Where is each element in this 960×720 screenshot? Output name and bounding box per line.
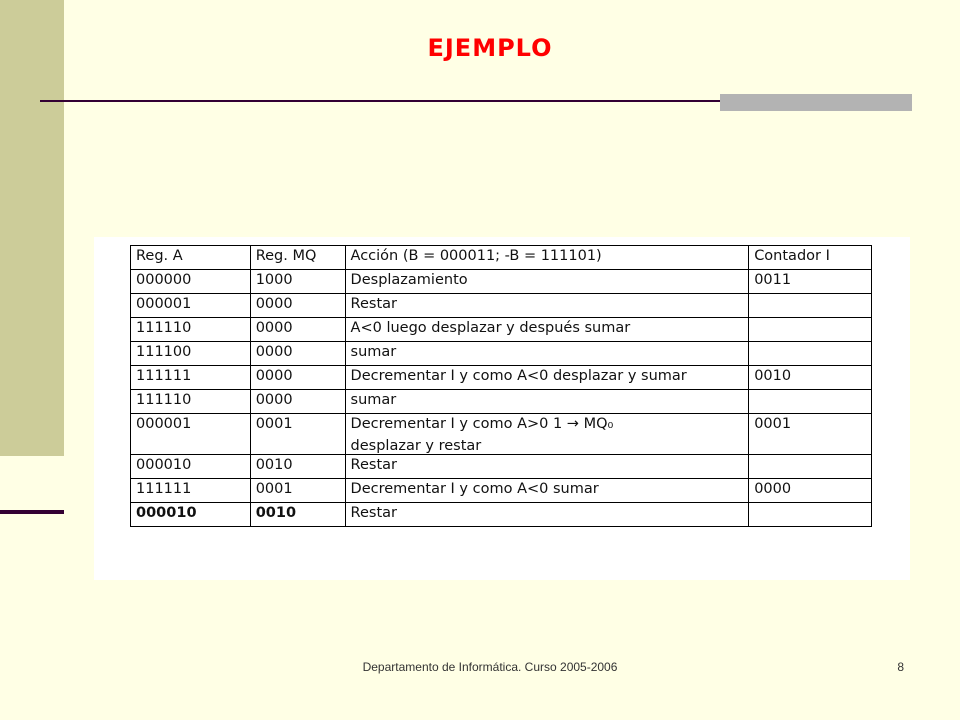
- cell-contador: [749, 294, 872, 318]
- cell-contador: [749, 318, 872, 342]
- header-reg-mq: Reg. MQ: [250, 246, 345, 270]
- table-row: [131, 414, 872, 455]
- cell-reg-a: 111111: [131, 479, 251, 503]
- cell-reg-mq: 0010: [250, 455, 345, 479]
- cell-contador: [749, 390, 872, 414]
- slide-title: EJEMPLO: [427, 34, 553, 62]
- table-row: [131, 318, 872, 342]
- cell-accion: Decrementar I y como A<0 sumar: [345, 479, 749, 503]
- cell-reg-mq: 0000: [250, 366, 345, 390]
- table-header-row: [131, 246, 872, 270]
- cell-accion: Decrementar I y como A<0 desplazar y sumar: [345, 366, 749, 390]
- cell-accion: Restar: [345, 455, 749, 479]
- cell-reg-a: 111100: [131, 342, 251, 366]
- cell-reg-mq: 0001: [250, 479, 345, 503]
- table-row: [131, 479, 872, 503]
- cell-accion-line2: desplazar y restar: [350, 438, 482, 454]
- page-number: 8: [897, 660, 904, 674]
- cell-reg-mq: 0001: [250, 414, 345, 455]
- cell-reg-a: 000001: [131, 294, 251, 318]
- slide-footer: Departamento de Informática. Curso 2005-2006: [362, 660, 618, 674]
- cell-reg-a: 000010: [131, 455, 251, 479]
- cell-accion: Desplazamiento: [345, 270, 749, 294]
- table-image: [94, 237, 910, 580]
- cell-accion: sumar: [345, 390, 749, 414]
- cell-reg-mq: 0000: [250, 318, 345, 342]
- header-reg-a: Reg. A: [131, 246, 251, 270]
- header-contador: Contador I: [749, 246, 872, 270]
- left-accent-line: [0, 510, 64, 514]
- table-row: [131, 390, 872, 414]
- cell-accion: Restar: [345, 503, 749, 527]
- cell-reg-a: 000001: [131, 414, 251, 455]
- left-decorative-bar: [0, 0, 64, 456]
- table-row-result: [131, 503, 872, 527]
- cell-accion: sumar: [345, 342, 749, 366]
- cell-accion: Restar: [345, 294, 749, 318]
- title-divider-accent: [720, 94, 912, 111]
- header-accion: Acción (B = 000011; -B = 111101): [345, 246, 749, 270]
- cell-contador: [749, 455, 872, 479]
- cell-contador: 0010: [749, 366, 872, 390]
- cell-reg-a: 111110: [131, 390, 251, 414]
- table-row: [131, 366, 872, 390]
- example-table: [130, 245, 872, 527]
- table-row: [131, 455, 872, 479]
- cell-contador: 0001: [749, 414, 872, 455]
- cell-accion-line1: Decrementar I y como A>0 1 → MQ₀: [350, 416, 614, 432]
- cell-reg-mq: 0000: [250, 294, 345, 318]
- cell-reg-mq: 0000: [250, 342, 345, 366]
- table-row: [131, 270, 872, 294]
- cell-reg-mq: 1000: [250, 270, 345, 294]
- cell-reg-a: 000000: [131, 270, 251, 294]
- table-row: [131, 294, 872, 318]
- cell-contador: [749, 342, 872, 366]
- cell-reg-mq: 0000: [250, 390, 345, 414]
- cell-contador: 0011: [749, 270, 872, 294]
- cell-reg-a: 111111: [131, 366, 251, 390]
- cell-accion: A<0 luego desplazar y después sumar: [345, 318, 749, 342]
- cell-accion: [345, 414, 749, 455]
- cell-reg-a: 111110: [131, 318, 251, 342]
- cell-reg-a: 000010: [131, 503, 251, 527]
- cell-reg-mq: 0010: [250, 503, 345, 527]
- table-row: [131, 342, 872, 366]
- cell-contador: 0000: [749, 479, 872, 503]
- cell-contador: [749, 503, 872, 527]
